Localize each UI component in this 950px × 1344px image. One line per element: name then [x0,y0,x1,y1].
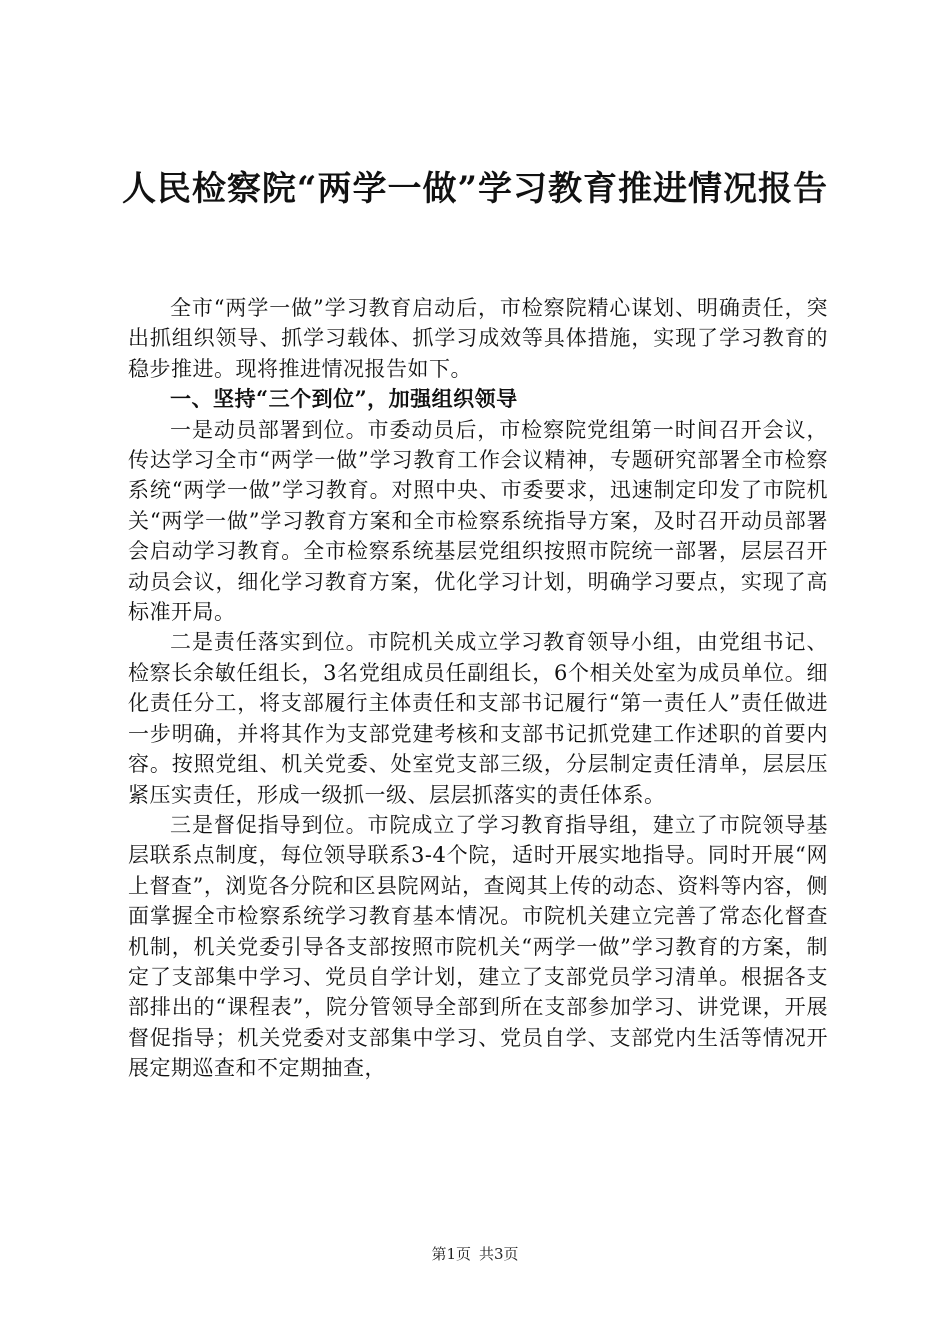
page-footer [0,1243,950,1264]
section-heading: 一、坚持“三个到位”，加强组织领导 [170,386,518,412]
paragraph-responsibility: 二是责任落实到位。市院机关成立学习教育领导小组，由党组书记、检察长余敏任组长，3名党组成员任副组长，6个相关处室为成员单位。细化责任分工，将支部履行主体责任和支部书记履行“第一责任人”责任做进一步明确，并将其作为支部党建考核和支部书记抓党建工作述职的首要内容。按照党组、机关党委、处室党支部三级，分层制定责任清单，层层压紧压实责任，形成一级抓一级、层层抓落实的责任体系。 [128,630,828,807]
document-title: 人民检察院“两学一做”学习教育推进情况报告 [121,169,829,209]
page-total: 共3页 [479,1245,519,1263]
paragraph-supervision: 三是督促指导到位。市院成立了学习教育指导组，建立了市院领导基层联系点制度，每位领导联系3-4个院，适时开展实地指导。同时开展“网上督查”，浏览各分院和区县院网站，查阅其上传的动态、资料等内容，侧面掌握全市检察系统学习教育基本情况。市院机关建立完善了常态化督查机制，机关党委引导各支部按照市院机关“两学一做”学习教育的方案，制定了支部集中学习、党员自学计划，建立了支部党员学习清单。根据各支部排出的“课程表”，院分管领导全部到所在支部参加学习、讲党课，开展督促指导；机关党委对支部集中学习、党员自学、支部党内生活等情况开展定期巡查和不定期抽查， [128,812,828,1081]
intro-paragraph: 全市“两学一做”学习教育启动后，市检察院精心谋划、明确责任，突出抓组织领导、抓学习载体、抓学习成效等具体措施，实现了学习教育的稳步推进。现将推进情况报告如下。 [128,296,828,381]
paragraph-mobilization: 一是动员部署到位。市委动员后，市检察院党组第一时间召开会议，传达学习全市“两学一做”学习教育工作会议精神，专题研究部署全市检察系统“两学一做”学习教育。对照中央、市委要求，迅速制定印发了市院机关“两学一做”学习教育方案和全市检察系统指导方案，及时召开动员部署会启动学习教育。全市检察系统基层党组织按照市院统一部署，层层召开动员会议，细化学习教育方案，优化学习计划，明确学习要点，实现了高标准开局。 [128,417,828,625]
page-number: 第1页 [431,1245,471,1263]
document-body [128,293,828,1084]
